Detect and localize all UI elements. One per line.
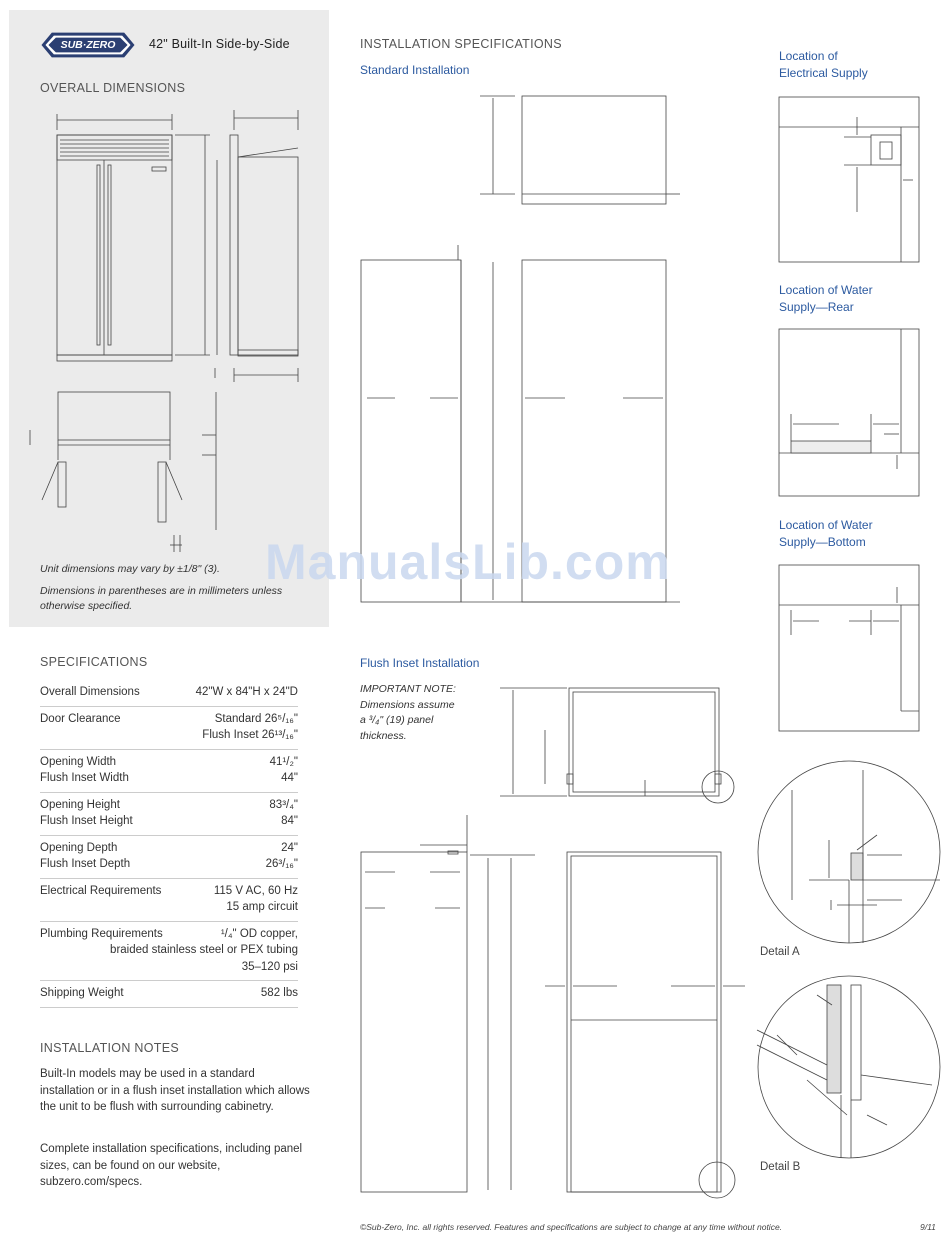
spec-value-line: Flush Inset 26¹³/₁₆" [202, 729, 298, 741]
water-supply-rear-heading-line: Location of Water [779, 283, 873, 297]
overall-dimensions-drawing [20, 100, 320, 560]
specifications-table [40, 680, 298, 1008]
detail-b-label: Detail B [760, 1161, 801, 1173]
spec-row-plumbing-top [40, 926, 298, 943]
specifications-heading: SPECIFICATIONS [40, 655, 148, 669]
detail-a-label: Detail A [760, 946, 800, 958]
spec-value-line: 41¹/₂" [269, 755, 298, 768]
spec-label-line: Opening Width [40, 755, 117, 768]
spec-value [202, 711, 298, 744]
spec-value-line: ¹/₄" OD copper, [220, 927, 298, 940]
spec-value-line: 84" [281, 815, 298, 827]
spec-value-line: Standard 26⁵/₁₆" [214, 712, 298, 725]
detail-a-drawing [757, 760, 943, 946]
spec-label-line: Opening Depth [40, 841, 118, 854]
spec-value [214, 883, 298, 916]
spec-value-line: 26³/₁₆" [265, 858, 298, 870]
spec-row-shipping-weight [40, 981, 298, 1008]
spec-label [40, 754, 129, 787]
millimeters-note: Dimensions in parentheses are in millimeters unless otherwise specified. [40, 585, 283, 612]
important-note-line: Dimensions assume [360, 698, 455, 711]
overall-dimensions-heading: OVERALL DIMENSIONS [40, 81, 186, 95]
spec-row-door-clearance [40, 707, 298, 750]
spec-row-opening-depth [40, 836, 298, 879]
standard-installation-drawing [355, 90, 695, 610]
spec-label: Electrical Requirements [40, 884, 162, 897]
installation-specifications-heading: INSTALLATION SPECIFICATIONS [360, 37, 562, 51]
spec-label: Plumbing Requirements [40, 927, 163, 940]
spec-value-line: 44" [281, 772, 298, 784]
water-supply-rear-heading-line: Supply—Rear [779, 299, 854, 314]
spec-value-line: 35–120 psi [241, 960, 298, 973]
spec-value-line: braided stainless steel or PEX tubing [110, 944, 298, 956]
spec-value [266, 840, 298, 873]
spec-label-line: Flush Inset Width [40, 772, 129, 784]
spec-label [40, 797, 133, 830]
spec-label: Shipping Weight [40, 987, 124, 999]
flush-inset-installation-drawing [355, 680, 755, 1200]
spec-value-line: 24" [281, 841, 298, 854]
water-supply-rear-drawing [779, 329, 921, 497]
spec-row-opening-width [40, 750, 298, 793]
water-supply-bottom-heading [779, 517, 873, 550]
detail-b-drawing [757, 975, 943, 1161]
footer-copyright: ©Sub-Zero, Inc. all rights reserved. Features and specifications are subject to change at any time without notice. [360, 1222, 783, 1232]
water-supply-rear-heading [779, 282, 873, 315]
spec-row-opening-height [40, 793, 298, 836]
spec-row-overall-dimensions [40, 680, 298, 707]
spec-label-line: Opening Height [40, 798, 120, 811]
brand-logo [40, 31, 136, 59]
installation-notes-paragraph-1: Built-In models may be used in a standard installation or in a flush inset installation which allows the unit to be flush with surrounding cabinetry. [40, 1068, 310, 1113]
water-supply-bottom-heading-line: Supply—Bottom [779, 534, 866, 549]
electrical-supply-heading-line: Location of [779, 49, 838, 63]
spec-row-electrical [40, 879, 298, 922]
watermark: ManualsLib.com [265, 534, 671, 590]
spec-label: Door Clearance [40, 712, 121, 725]
spec-value-line: 83³/₄" [269, 798, 298, 811]
electrical-supply-drawing [779, 97, 921, 263]
spec-value-line: 115 V AC, 60 Hz [213, 884, 298, 897]
spec-row-plumbing [40, 922, 298, 982]
flush-inset-installation-heading: Flush Inset Installation [360, 656, 480, 670]
water-supply-bottom-heading-line: Location of Water [779, 518, 873, 532]
model-title: 42" Built-In Side-by-Side [149, 37, 290, 51]
important-note-line: IMPORTANT NOTE: [360, 683, 456, 695]
spec-label [40, 840, 130, 873]
installation-notes-paragraph-2: Complete installation specifications, including panel sizes, can be found on our website, subzero.com/specs. [40, 1143, 303, 1188]
brand-logo-text: SUB·ZERO [60, 39, 116, 51]
spec-value: 42"W x 84"H x 24"D [195, 686, 298, 698]
page-number: 9/11 [920, 1222, 936, 1232]
spec-value-line: 15 amp circuit [226, 901, 298, 913]
spec-value [270, 754, 298, 787]
installation-notes-heading: INSTALLATION NOTES [40, 1041, 179, 1055]
tolerance-note: Unit dimensions may vary by ±1/8" (3). [40, 563, 220, 575]
spec-value [269, 797, 298, 830]
important-note-line: thickness. [360, 729, 407, 742]
standard-installation-heading: Standard Installation [360, 63, 470, 77]
electrical-supply-heading-line: Electrical Supply [779, 65, 868, 80]
spec-label: Overall Dimensions [40, 686, 140, 698]
water-supply-bottom-drawing [779, 565, 921, 733]
spec-label-line: Flush Inset Height [40, 815, 133, 827]
electrical-supply-heading [779, 48, 868, 81]
spec-label-line: Flush Inset Depth [40, 858, 131, 870]
important-note-line: a ³/₄" (19) panel [360, 714, 434, 726]
spec-value: 582 lbs [260, 987, 298, 999]
